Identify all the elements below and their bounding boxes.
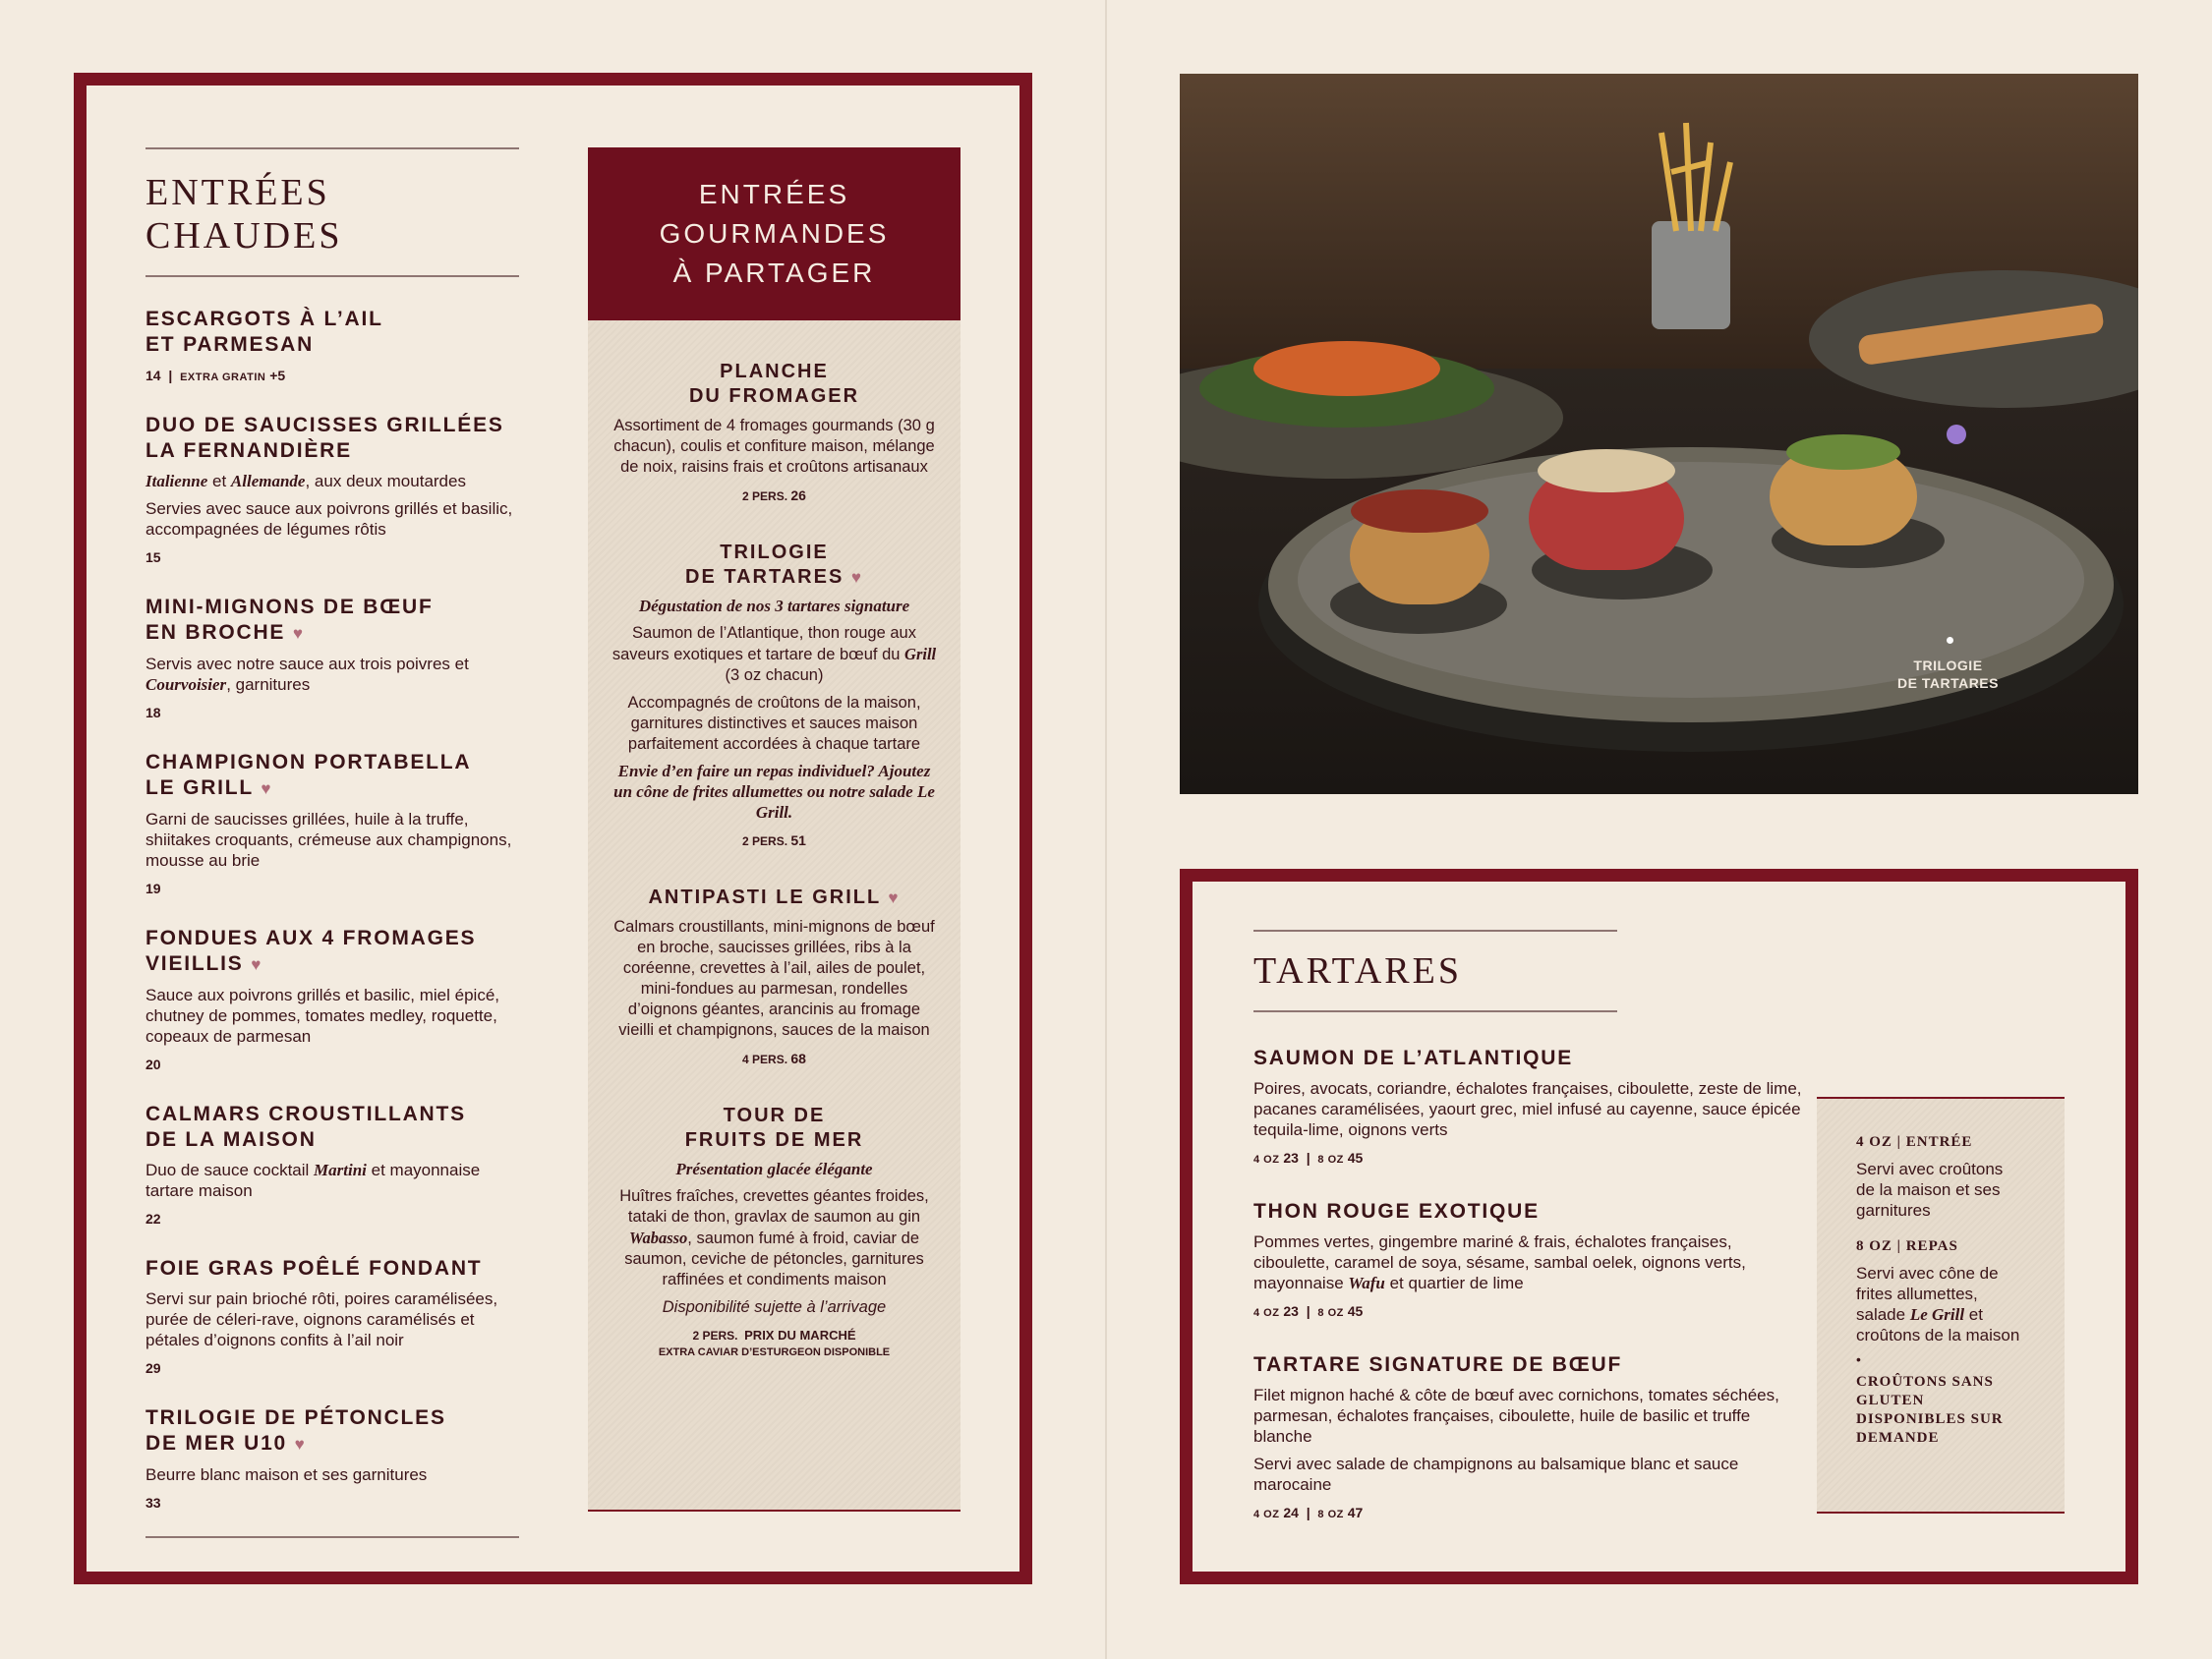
- item-price: 29: [146, 1360, 161, 1376]
- menu-item: [611, 886, 937, 1066]
- item-description: Sauce aux poivrons grillés et basilic, miel épicé, chutney de pommes, tomates medley, roquette, copeaux de parmesan: [146, 986, 500, 1046]
- item-title: TRILOGIE DE TARTARES ♥: [685, 542, 863, 588]
- item-price: 15: [146, 549, 161, 565]
- menu-item: [146, 413, 519, 565]
- item-title: PLANCHE DU FROMAGER: [688, 361, 860, 407]
- heart-icon: ♥: [251, 955, 263, 974]
- item-title: CHAMPIGNON PORTABELLA LE GRILL ♥: [146, 751, 472, 799]
- item-description: Calmars croustillants, mini-mignons de bœuf en broche, saucisses grillées, ribs à la coréenne, crevettes à l’ail, ailes de poulet, mini-fondues au parmesan, rondelles d’oignons géantes, arancinis au fromage vieilli et champignons, sauces de la maison: [613, 918, 935, 1039]
- title-rule-bottom: [146, 275, 519, 277]
- title-rule-bottom: [1253, 1010, 1617, 1012]
- sharing-entrees-list: [588, 360, 960, 1358]
- menu-item: [146, 750, 519, 896]
- item-price: 19: [146, 881, 161, 896]
- menu-item: [146, 926, 519, 1072]
- menu-item: [611, 360, 937, 503]
- header-line: ENTRÉES: [698, 179, 850, 209]
- hot-entrees-title: [146, 171, 519, 257]
- item-price: 22: [146, 1211, 161, 1227]
- portion-info-box: [1817, 1097, 2065, 1514]
- item-title: DUO DE SAUCISSES GRILLÉES LA FERNANDIÈRE: [146, 414, 504, 462]
- menu-item: [146, 1405, 519, 1511]
- item-title: ANTIPASTI LE GRILL ♥: [648, 887, 901, 908]
- item-price: 14 | EXTRA GRATIN +5: [146, 368, 286, 383]
- item-description: Garni de saucisses grillées, huile à la truffe, shiitakes croquants, crémeuse aux champignons, mousse au brie: [146, 810, 512, 870]
- item-subtitle: Italienne et Allemande, aux deux moutardes: [146, 472, 466, 490]
- item-price: 20: [146, 1057, 161, 1072]
- item-availability: Disponibilité sujette à l’arrivage: [662, 1298, 887, 1316]
- item-description: Accompagnés de croûtons de la maison, garnitures distinctives et sauces maison parfaitement accordées à chaque tartare: [627, 694, 921, 753]
- item-description: Duo de sauce cocktail Martini et mayonnaise tartare maison: [146, 1161, 481, 1200]
- heart-icon: ♥: [294, 1435, 307, 1454]
- menu-item: [611, 1104, 937, 1358]
- item-description: Huîtres fraîches, crevettes géantes froides, tataki de thon, gravlax de saumon au gin Wabasso, saumon fumé à froid, caviar de saumon, ceviche de pétoncles, garnitures raffinées et condiments maison: [619, 1187, 929, 1288]
- item-title: ESCARGOTS À L’AIL ET PARMESAN: [146, 308, 383, 356]
- portion-description: Servi avec croûtons de la maison et ses garnitures: [1856, 1160, 2004, 1220]
- sharing-entrees-panel: [588, 147, 960, 1512]
- heart-icon: ♥: [261, 779, 273, 798]
- title-rule-top: [1253, 930, 1617, 932]
- portion-heading: 4 OZ | ENTRÉE: [1856, 1134, 1973, 1150]
- item-description: Poires, avocats, coriandre, échalotes françaises, ciboulette, zeste de lime, pacanes caramélisées, yaourt grec, miel infusé au cayenne, sauce épicée tequila-lime, oignons verts: [1253, 1079, 1802, 1139]
- header-line: GOURMANDES: [659, 218, 890, 249]
- item-description: Servies avec sauce aux poivrons grillés et basilic, accompagnées de légumes rôtis: [146, 499, 513, 539]
- menu-item: [146, 595, 519, 720]
- header-line: À PARTAGER: [672, 257, 876, 288]
- item-subtitle: Présentation glacée élégante: [675, 1160, 873, 1178]
- flower-garnish: [1947, 425, 1966, 444]
- item-price: 2 PERS. 26: [742, 487, 806, 503]
- menu-item: [611, 541, 937, 848]
- hot-entrees-column: [146, 147, 519, 1538]
- heart-icon: ♥: [292, 624, 305, 643]
- item-title: TARTARE SIGNATURE DE BŒUF: [1253, 1353, 1623, 1376]
- item-title: CALMARS CROUSTILLANTS DE LA MAISON: [146, 1103, 466, 1151]
- column-rule-bottom: [146, 1536, 519, 1538]
- page-spine: [1105, 0, 1107, 1659]
- gluten-free-note: CROÛTONS SANS GLUTEN DISPONIBLES SUR DEMANDE: [1856, 1374, 2004, 1446]
- item-price: 4 OZ 23 | 8 OZ 45: [1253, 1150, 1364, 1166]
- menu-item: [1253, 1046, 1804, 1166]
- heart-icon: ♥: [888, 888, 901, 907]
- item-title: TRILOGIE DE PÉTONCLES DE MER U10 ♥: [146, 1406, 446, 1455]
- item-price: 4 OZ 23 | 8 OZ 45: [1253, 1303, 1364, 1319]
- menu-item: [146, 1256, 519, 1376]
- title-rule-top: [146, 147, 519, 149]
- item-price: 4 PERS. 68: [742, 1051, 806, 1066]
- item-description: Saumon de l’Atlantique, thon rouge aux saveurs exotiques et tartare de bœuf du Grill (3 oz chacun): [611, 624, 937, 684]
- portion-heading: 8 OZ | REPAS: [1856, 1238, 1958, 1254]
- item-subtitle: Dégustation de nos 3 tartares signature: [638, 597, 910, 615]
- menu-item: [146, 1102, 519, 1227]
- item-title: FONDUES AUX 4 FROMAGES VIEILLIS ♥: [146, 927, 477, 975]
- item-title: THON ROUGE EXOTIQUE: [1253, 1200, 1540, 1223]
- item-price: 2 PERS. 51: [742, 832, 806, 848]
- tartares-title: TARTARES: [1253, 950, 1462, 992]
- item-extra-note: EXTRA CAVIAR D’ESTURGEON DISPONIBLE: [658, 1346, 891, 1358]
- item-price: 4 OZ 24 | 8 OZ 47: [1253, 1505, 1364, 1520]
- menu-item: [146, 307, 519, 383]
- item-title: SAUMON DE L’ATLANTIQUE: [1253, 1047, 1574, 1069]
- item-title: FOIE GRAS POÊLÉ FONDANT: [146, 1257, 483, 1280]
- carrot-shreds: [1253, 341, 1440, 396]
- item-price: 18: [146, 705, 161, 720]
- item-price: 33: [146, 1495, 161, 1511]
- fries-cup: [1652, 221, 1730, 329]
- sharing-entrees-header: [588, 147, 960, 320]
- item-description: Servis avec notre sauce aux trois poivres et Courvoisier, garnitures: [146, 655, 469, 694]
- portion-description: Servi avec cône de frites allumettes, salade Le Grill et croûtons de la maison: [1856, 1264, 2020, 1344]
- item-description: Filet mignon haché & côte de bœuf avec cornichons, tomates séchées, parmesan, échalotes françaises, ciboulette, huile de basilic et truffe blanche: [1253, 1386, 1779, 1446]
- item-description: Pommes vertes, gingembre mariné & frais, échalotes françaises, ciboulette, caramel de soya, sésame, sambal oelek, oignons verts, mayonnaise Wafu et quartier de lime: [1253, 1232, 1746, 1292]
- photo-caption: TRILOGIE DE TARTARES: [1897, 658, 1999, 691]
- item-note: Envie d’en faire un repas individuel? Ajoutez un cône de frites allumettes ou notre salade Le Grill.: [613, 762, 935, 822]
- title-line: ENTRÉES: [146, 172, 330, 213]
- caption-pointer: [1947, 637, 1953, 644]
- item-description: Servi avec salade de champignons au balsamique blanc et sauce marocaine: [1253, 1455, 1739, 1494]
- item-description: Beurre blanc maison et ses garnitures: [146, 1465, 428, 1484]
- item-description: Assortiment de 4 fromages gourmands (30 g chacun), coulis et confiture maison, mélange de noix, raisins frais et croûtons artisanaux: [613, 417, 935, 476]
- menu-item: [1253, 1199, 1804, 1319]
- title-line: CHAUDES: [146, 215, 343, 257]
- item-description: Servi sur pain brioché rôti, poires caramélisées, purée de céleri-rave, oignons caramélisés et pétales d’oignons confits à l’ail noir: [146, 1289, 498, 1349]
- item-price: 2 PERS. PRIX DU MARCHÉ: [692, 1328, 856, 1343]
- tartares-column: [1253, 930, 1804, 1520]
- menu-item: [1253, 1352, 1804, 1520]
- bullet-icon: •: [1856, 1351, 1861, 1367]
- item-title: MINI-MIGNONS DE BŒUF EN BROCHE ♥: [146, 596, 434, 644]
- heart-icon: ♥: [850, 568, 863, 587]
- item-title: TOUR DE FRUITS DE MER: [684, 1105, 864, 1151]
